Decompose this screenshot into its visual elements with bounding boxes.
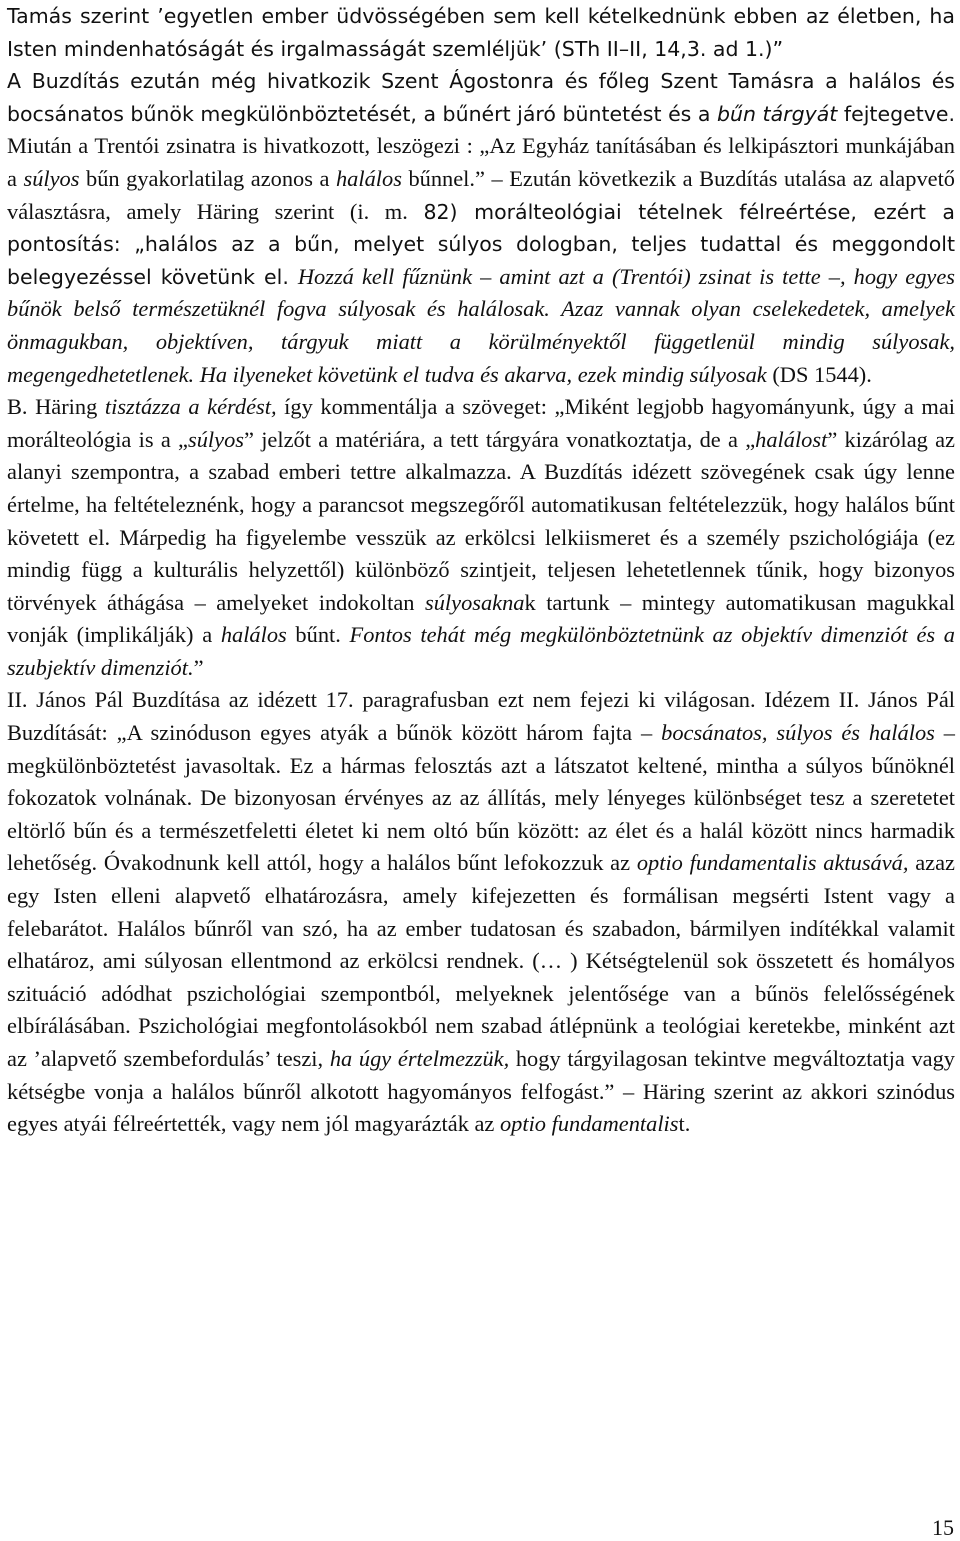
text-run: 82) morálteológiai tételnek félreértése, ezért a pontosítás: „halálos az a bűn, melyet súlyos dologban, teljes tudattal és meggondolt belegyezéssel követünk el. [7, 199, 955, 289]
text-run: (DS 1544). [766, 361, 872, 387]
text-run: bűn gyakorlatilag azonos a [79, 165, 336, 191]
text-run: bűn tárgyát [717, 101, 838, 126]
text-run: bocsánatos, súlyos és halálos [661, 720, 935, 746]
text-run: Miután a Trentói zsinatra is hivatkozott, leszögezi : „Az Egyház tanításában és lelkipásztori munkájában a [7, 133, 955, 191]
text-run: Fontos tehát még megkülönböztetnünk az objektív dimenziót és a szubjektív dimenziót. [7, 622, 955, 680]
text-run: II. János Pál Buzdítása az idézett 17. paragrafusban ezt nem fejezi ki világosan. Idézem II. János Pál Buzdítását: „A szinóduson egyes atyák a bűnök között három fajta – [7, 687, 955, 746]
text-run: hogy tárgyilagosan tekintve megváltoztatja vagy kétségbe vonja a halálos bűnről alkotott hagyományos felfogást.” – Häring szerint az akkori szinódus egyes atyái félreértették, vagy nem jól magyarázták az [7, 1046, 956, 1137]
document-body [7, 0, 955, 1141]
paragraph [7, 684, 955, 1140]
text-run: ” kizárólag az alanyi szempontra, a szabad emberi tettre alkalmazza. A Buzdítás idézett szövegének csak úgy lenne értelme, ha feltételeznénk, hogy a parancsot megszegőről automatikusan feltételezzük, hogy halálos bűnt követett el. Márpedig ha figyelembe vesszük az erkölcsi lelkiismeret és a személy pszichológiája (ez mindig függ a kulturális helyzettől) különböző szintjeit, teljesen lehetetlennek tűnik, hogy bizonyos törvények áthágása – amelyeket indokoltan [7, 426, 955, 615]
text-run: bűnt. [286, 622, 350, 648]
text-run: k tartunk – mintegy automatikusan magukkal vonják (implikálják) a [7, 589, 955, 648]
text-run: tisztázza a kérdést, [104, 394, 277, 420]
text-run: ha úgy értelmezzük, [329, 1046, 510, 1071]
text-run: azaz egy Isten elleni alapvető elhatározásra, amely kifejezetten és formálisan megsérti Istent vagy a felebarátot. Halálos bűnről van szó, ha az ember tudatosan és szabadon, bármilyen indítékkal valamit elhatároz, ami súlyosan ellentmond az erkölcsi rendnek. (… ) Kétségtelenül sok összetett és homályos szituáció adódhat pszichológiai szempontból, melyeknek jelentősége van a bűnös felelősségének elbírálásában. Pszichológiai megfontolásokból nem szabad átlépnünk a teológiai keretekbe, minként azt az ’alapvető szembefordulás’ teszi, [7, 850, 955, 1071]
text-run: Tamás szerint ’egyetlen ember üdvösségében sem kell kételkednünk ebben az életben, ha Isten mindenhatóságát és irgalmasságát szemléljük’ (STh II–II, 14,3. ad 1.)” [7, 4, 955, 61]
text-run: B. Häring [7, 394, 105, 420]
text-run: így kommentálja a szöveget: „Miként legjobb hagyományunk, úgy a mai morálteológia is a „ [7, 394, 955, 452]
text-run: ” jelzőt a matériára, a tett tárgyára vonatkoztatja, de a „ [243, 426, 756, 452]
page-number: 15 [932, 1515, 954, 1540]
text-run: – megkülönböztetést javasoltak. Ez a hármas felosztás azt a látszatot keltené, mintha a súlyos bűnöknél fokozatok volnának. De bizonyosan érvényes az az állítás, mely lényeges különbséget tesz a szeretetet eltörlő bűn és a természetfeletti életet ki nem oltó bűn között: az élet és a halál között nincs harmadik lehetőség. Óvakodnunk kell attól, hogy a halálos bűnt lefokozzuk az [7, 720, 955, 876]
text-run: halálos [335, 165, 402, 191]
text-run: bűnnel.” – Ezután következik a Buzdítás utalása az alapvető választásra, amely Häring szerint (i. m. [7, 165, 955, 224]
text-run: halálos [220, 622, 287, 648]
text-run: fejtegetve. [837, 101, 955, 126]
text-run: súlyos [23, 165, 80, 191]
text-run: halálost [755, 426, 828, 452]
text-run: A Buzdítás ezután még hivatkozik Szent Ágostonra és főleg Szent Tamásra a halálos és bocsánatos bűnök megkülönböztetését, a bűnért járó büntetést és a [7, 69, 955, 126]
paragraph [7, 0, 955, 65]
paragraph [7, 391, 955, 684]
text-run: Hozzá kell fűznünk – amint azt a (Trentói) zsinat is tette –, hogy egyes bűnök belső természetüknél fogva súlyosak és halálosak. Azaz vannak olyan cselekedetek, amelyek önmagukban, objektíven, tárgyuk miatt a körülményektől függetlenül mindig súlyosak, megengedhetetlenek. Ha ilyeneket követünk el tudva és akarva, ezek mindig súlyosak [7, 263, 955, 387]
paragraph [7, 65, 955, 391]
text-run: ” [193, 654, 204, 680]
text-run: t. [678, 1111, 691, 1137]
text-run: súlyos [188, 426, 244, 452]
text-run: optio fundamentalis aktusává, [636, 850, 909, 876]
text-run: súlyosakna [425, 589, 525, 615]
text-run: optio fundamentalis [499, 1111, 679, 1137]
